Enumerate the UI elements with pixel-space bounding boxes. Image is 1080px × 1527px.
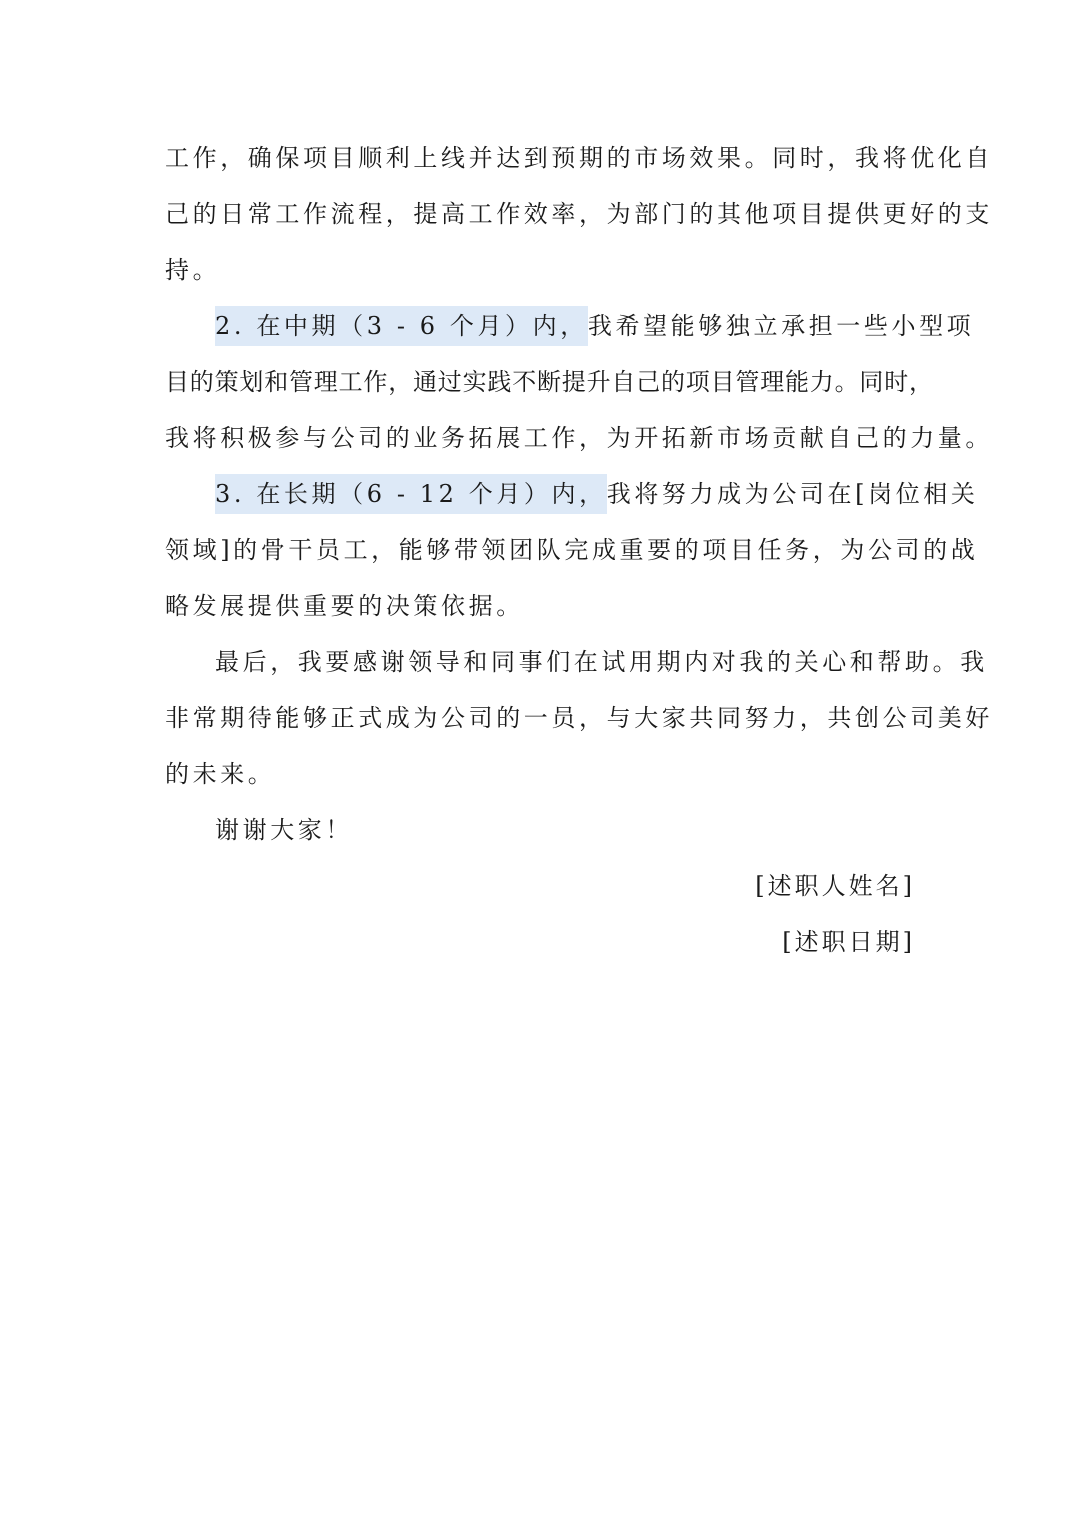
text-span: 我希望能够独立承担一些小型项: [587, 312, 975, 340]
text-line: 持。: [165, 256, 221, 284]
paragraph-4: [165, 634, 993, 802]
highlighted-text: 3. 在长期（6 - 12 个月）内，: [215, 474, 607, 514]
text-line: 的未来。: [165, 760, 276, 788]
text-line: 我将积极参与公司的业务拓展工作，为开拓新市场贡献自己的力量。: [165, 424, 993, 452]
text-line: 最后，我要感谢领导和同事们在试用期内对我的关心和帮助。我: [215, 648, 988, 676]
text-line: 己的日常工作流程，提高工作效率，为部门的其他项目提供更好的支: [165, 200, 993, 228]
text-line: 略发展提供重要的决策依据。: [165, 592, 524, 620]
text-line: 工作，确保项目顺利上线并达到预期的市场效果。同时，我将优化自: [165, 144, 993, 172]
document-body: [165, 130, 993, 970]
thanks-line: 谢谢大家！: [215, 816, 353, 844]
text-line: 非常期待能够正式成为公司的一员，与大家共同努力，共创公司美好: [165, 704, 993, 732]
text-line: [165, 298, 975, 354]
highlighted-text: 2. 在中期（3 - 6 个月）内，: [215, 306, 588, 346]
paragraph-3: [165, 466, 979, 634]
paragraph-2: [165, 298, 993, 466]
signature-date: [述职日期]: [782, 928, 915, 956]
paragraph-1: [165, 130, 993, 298]
text-span: 我将努力成为公司在[岗位相关: [606, 480, 979, 508]
text-line: 目的策划和管理工作，通过实践不断提升自己的项目管理能力。同时，: [165, 368, 934, 396]
text-line: [165, 466, 979, 522]
text-line: 领域]的骨干员工，能够带领团队完成重要的项目任务，为公司的战: [165, 536, 979, 564]
signature-name: [述职人姓名]: [755, 872, 915, 900]
